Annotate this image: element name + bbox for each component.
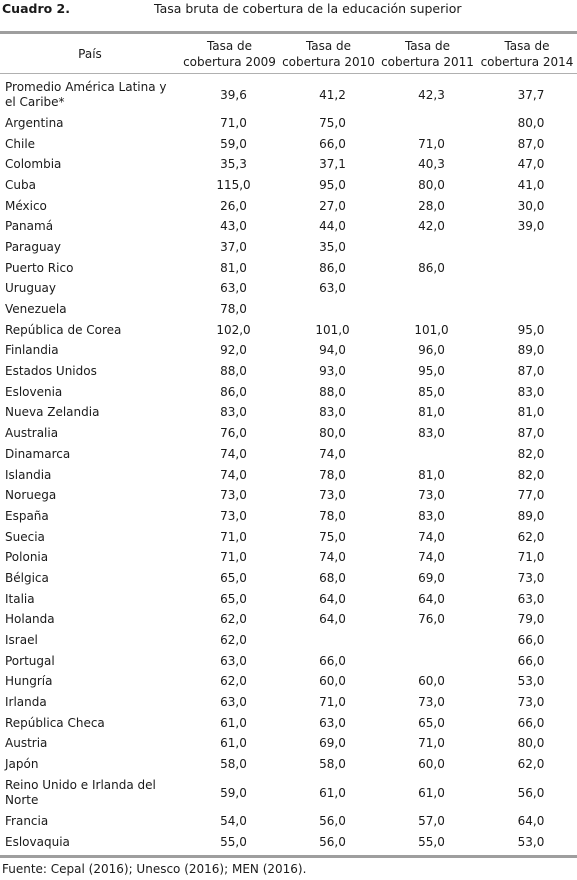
value-cell: 71,0 [220, 550, 247, 565]
value-cell: 88,0 [319, 384, 346, 399]
table-row [0, 237, 577, 258]
value-cell: 55,0 [220, 834, 247, 849]
value-cell: 63,0 [319, 715, 346, 730]
value-cell [378, 113, 477, 134]
table-row [0, 465, 577, 486]
value-cell: 37,7 [517, 87, 545, 102]
value-cell: 41,2 [319, 87, 346, 102]
value-cell: 74,0 [418, 529, 445, 544]
value-cell: 63,0 [517, 591, 545, 606]
table-body [0, 73, 577, 852]
value-cell: 63,0 [220, 653, 247, 668]
country-cell: Irlanda [5, 695, 47, 710]
value-cell: 35,0 [319, 239, 346, 254]
value-cell: 95,0 [319, 177, 346, 192]
value-cell: 53,0 [517, 834, 545, 849]
value-cell: 68,0 [319, 570, 346, 585]
value-cell: 64,0 [418, 591, 445, 606]
value-cell: 86,0 [418, 260, 445, 275]
country-cell: Italia [5, 591, 35, 606]
value-cell: 62,0 [220, 612, 247, 627]
value-cell: 81,0 [418, 405, 445, 420]
value-cell: 57,0 [418, 813, 445, 828]
value-cell: 42,0 [418, 219, 445, 234]
header-row [0, 34, 577, 73]
value-cell: 65,0 [220, 591, 247, 606]
value-cell [279, 299, 378, 320]
value-cell: 61,0 [220, 736, 247, 751]
table-row [0, 423, 577, 444]
value-cell: 59,0 [220, 785, 247, 800]
value-cell: 66,0 [517, 653, 545, 668]
value-cell: 37,0 [220, 239, 247, 254]
value-cell: 88,0 [220, 364, 247, 379]
value-cell: 26,0 [220, 198, 247, 213]
value-cell [378, 630, 477, 651]
value-cell: 85,0 [418, 384, 445, 399]
value-cell: 65,0 [220, 570, 247, 585]
value-cell: 75,0 [319, 115, 346, 130]
value-cell: 44,0 [319, 219, 346, 234]
value-cell: 101,0 [414, 322, 449, 337]
table-row [0, 547, 577, 568]
country-cell: Cuba [5, 177, 36, 192]
value-cell: 76,0 [220, 426, 247, 441]
table-row [0, 258, 577, 279]
country-cell: México [5, 198, 47, 213]
table-row [0, 692, 577, 713]
value-cell: 69,0 [418, 570, 445, 585]
value-cell: 74,0 [220, 446, 247, 461]
value-cell [378, 237, 477, 258]
value-cell: 61,0 [220, 715, 247, 730]
value-cell [378, 279, 477, 300]
value-cell: 56,0 [517, 785, 545, 800]
value-cell: 74,0 [220, 467, 247, 482]
table-row [0, 713, 577, 734]
value-cell: 76,0 [418, 612, 445, 627]
value-cell: 47,0 [517, 157, 545, 172]
caption-title: Tasa bruta de cobertura de la educación superior [154, 1, 462, 16]
value-cell: 61,0 [418, 785, 445, 800]
country-cell: Paraguay [5, 239, 62, 254]
value-cell: 73,0 [517, 570, 545, 585]
value-cell: 58,0 [220, 757, 247, 772]
value-cell: 60,0 [418, 757, 445, 772]
value-cell: 69,0 [319, 736, 346, 751]
country-cell: Portugal [5, 653, 55, 668]
value-cell: 64,0 [319, 612, 346, 627]
value-cell: 81,0 [220, 260, 247, 275]
country-cell: España [5, 508, 49, 523]
table-row [0, 672, 577, 693]
table-row [0, 610, 577, 631]
coverage-table [0, 34, 577, 852]
value-cell: 75,0 [319, 529, 346, 544]
value-cell: 74,0 [319, 446, 346, 461]
value-cell [477, 299, 577, 320]
country-cell: República Checa [5, 715, 105, 730]
table-row [0, 279, 577, 300]
table-row [0, 832, 577, 853]
value-cell: 83,0 [220, 405, 247, 420]
value-cell: 63,0 [220, 281, 247, 296]
value-cell: 60,0 [418, 674, 445, 689]
value-cell: 102,0 [216, 322, 251, 337]
value-cell: 62,0 [220, 674, 247, 689]
value-cell: 78,0 [319, 467, 346, 482]
value-cell: 55,0 [418, 834, 445, 849]
value-cell: 63,0 [319, 281, 346, 296]
value-cell: 66,0 [517, 633, 545, 648]
table-row [0, 527, 577, 548]
value-cell: 35,3 [220, 157, 247, 172]
country-cell: Uruguay [5, 281, 56, 296]
table-row [0, 196, 577, 217]
table-row [0, 811, 577, 832]
country-cell: Eslovenia [5, 384, 63, 399]
value-cell: 81,0 [517, 405, 545, 420]
country-cell: Puerto Rico [5, 260, 74, 275]
country-cell: República de Corea [5, 322, 122, 337]
table-row [0, 568, 577, 589]
value-cell: 82,0 [517, 467, 545, 482]
value-cell: 78,0 [220, 302, 247, 317]
value-cell: 73,0 [319, 488, 346, 503]
table-row [0, 485, 577, 506]
table-row [0, 775, 577, 811]
country-cell: Holanda [5, 612, 55, 627]
country-cell: Islandia [5, 467, 52, 482]
value-cell: 83,0 [319, 405, 346, 420]
value-cell [477, 279, 577, 300]
value-cell: 87,0 [517, 364, 545, 379]
country-cell: Estados Unidos [5, 364, 97, 379]
value-cell: 27,0 [319, 198, 346, 213]
table-row [0, 154, 577, 175]
value-cell: 56,0 [319, 834, 346, 849]
value-cell: 73,0 [220, 488, 247, 503]
table-row [0, 403, 577, 424]
value-cell: 62,0 [220, 633, 247, 648]
value-cell: 82,0 [517, 446, 545, 461]
country-cell: Panamá [5, 219, 54, 234]
country-cell: Noruega [5, 488, 57, 503]
value-cell [378, 444, 477, 465]
table-row [0, 382, 577, 403]
value-cell: 54,0 [220, 813, 247, 828]
value-cell: 77,0 [517, 488, 545, 503]
value-cell [477, 258, 577, 279]
value-cell: 40,3 [418, 157, 445, 172]
table-caption [2, 0, 577, 22]
table-row [0, 320, 577, 341]
value-cell: 93,0 [319, 364, 346, 379]
value-cell: 83,0 [517, 384, 545, 399]
value-cell [378, 651, 477, 672]
value-cell: 87,0 [517, 426, 545, 441]
table-row [0, 175, 577, 196]
table-row [0, 73, 577, 113]
value-cell: 81,0 [418, 467, 445, 482]
country-cell: Argentina [5, 115, 64, 130]
value-cell: 71,0 [319, 695, 346, 710]
value-cell: 63,0 [220, 695, 247, 710]
source-note: Fuente: Cepal (2016); Unesco (2016); MEN (2016). [2, 862, 307, 876]
country-cell: Eslovaquia [5, 834, 70, 849]
country-cell: Bélgica [5, 570, 49, 585]
value-cell: 66,0 [517, 715, 545, 730]
value-cell: 95,0 [517, 322, 545, 337]
value-cell: 66,0 [319, 653, 346, 668]
country-cell: Francia [5, 813, 49, 828]
column-header-2009: Tasa de cobertura 2009 [183, 38, 276, 69]
country-cell: Austria [5, 736, 48, 751]
value-cell: 86,0 [319, 260, 346, 275]
country-cell: Reino Unido e Irlanda del Norte [5, 778, 156, 807]
value-cell: 79,0 [517, 612, 545, 627]
value-cell: 71,0 [418, 136, 445, 151]
value-cell: 61,0 [319, 785, 346, 800]
country-cell: Venezuela [5, 302, 67, 317]
value-cell: 101,0 [315, 322, 350, 337]
value-cell: 59,0 [220, 136, 247, 151]
country-cell: Hungría [5, 674, 53, 689]
value-cell: 30,0 [517, 198, 545, 213]
value-cell: 73,0 [517, 695, 545, 710]
value-cell: 65,0 [418, 715, 445, 730]
table-row [0, 651, 577, 672]
country-cell: Chile [5, 136, 36, 151]
table-row [0, 506, 577, 527]
column-header-2011: Tasa de cobertura 2011 [381, 38, 474, 69]
value-cell: 89,0 [517, 508, 545, 523]
value-cell: 66,0 [319, 136, 346, 151]
value-cell: 95,0 [418, 364, 445, 379]
value-cell: 92,0 [220, 343, 247, 358]
value-cell: 39,0 [517, 219, 545, 234]
country-cell: Polonia [5, 550, 49, 565]
value-cell: 42,3 [418, 87, 445, 102]
column-header-country: País [78, 46, 102, 61]
value-cell: 53,0 [517, 674, 545, 689]
table-row [0, 630, 577, 651]
table-row [0, 299, 577, 320]
value-cell: 94,0 [319, 343, 346, 358]
value-cell: 73,0 [418, 488, 445, 503]
column-header-2014: Tasa de cobertura 2014 [480, 38, 574, 69]
value-cell: 83,0 [418, 508, 445, 523]
value-cell: 80,0 [319, 426, 346, 441]
value-cell: 115,0 [216, 177, 251, 192]
value-cell: 43,0 [220, 219, 247, 234]
column-header-2010: Tasa de cobertura 2010 [282, 38, 375, 69]
country-cell: Colombia [5, 157, 62, 172]
value-cell [477, 237, 577, 258]
value-cell: 62,0 [517, 529, 545, 544]
value-cell: 62,0 [517, 757, 545, 772]
table-row [0, 589, 577, 610]
value-cell: 71,0 [517, 550, 545, 565]
value-cell: 80,0 [418, 177, 445, 192]
value-cell [378, 299, 477, 320]
country-cell: Nueva Zelandia [5, 405, 100, 420]
value-cell: 73,0 [418, 695, 445, 710]
value-cell: 64,0 [319, 591, 346, 606]
country-cell: Australia [5, 426, 59, 441]
table-row [0, 216, 577, 237]
table-row [0, 734, 577, 755]
value-cell: 83,0 [418, 426, 445, 441]
country-cell: Israel [5, 633, 38, 648]
value-cell: 28,0 [418, 198, 445, 213]
value-cell [279, 630, 378, 651]
value-cell: 41,0 [517, 177, 545, 192]
value-cell: 86,0 [220, 384, 247, 399]
value-cell: 74,0 [418, 550, 445, 565]
value-cell: 80,0 [517, 736, 545, 751]
value-cell: 78,0 [319, 508, 346, 523]
value-cell: 74,0 [319, 550, 346, 565]
value-cell: 56,0 [319, 813, 346, 828]
value-cell: 71,0 [418, 736, 445, 751]
country-cell: Dinamarca [5, 446, 71, 461]
table-row [0, 134, 577, 155]
table-row [0, 754, 577, 775]
value-cell: 73,0 [220, 508, 247, 523]
value-cell: 89,0 [517, 343, 545, 358]
value-cell: 87,0 [517, 136, 545, 151]
value-cell: 80,0 [517, 115, 545, 130]
value-cell: 37,1 [319, 157, 346, 172]
value-cell: 58,0 [319, 757, 346, 772]
value-cell: 71,0 [220, 529, 247, 544]
value-cell: 60,0 [319, 674, 346, 689]
country-cell: Promedio América Latina y el Caribe* [5, 80, 167, 109]
table-row [0, 444, 577, 465]
table-row [0, 361, 577, 382]
bottom-rule [0, 855, 577, 858]
value-cell: 64,0 [517, 813, 545, 828]
value-cell: 71,0 [220, 115, 247, 130]
caption-label: Cuadro 2. [2, 1, 71, 16]
value-cell: 96,0 [418, 343, 445, 358]
value-cell: 39,6 [220, 87, 247, 102]
country-cell: Finlandia [5, 343, 59, 358]
table-row [0, 341, 577, 362]
country-cell: Suecia [5, 529, 45, 544]
table-row [0, 113, 577, 134]
country-cell: Japón [5, 757, 39, 772]
